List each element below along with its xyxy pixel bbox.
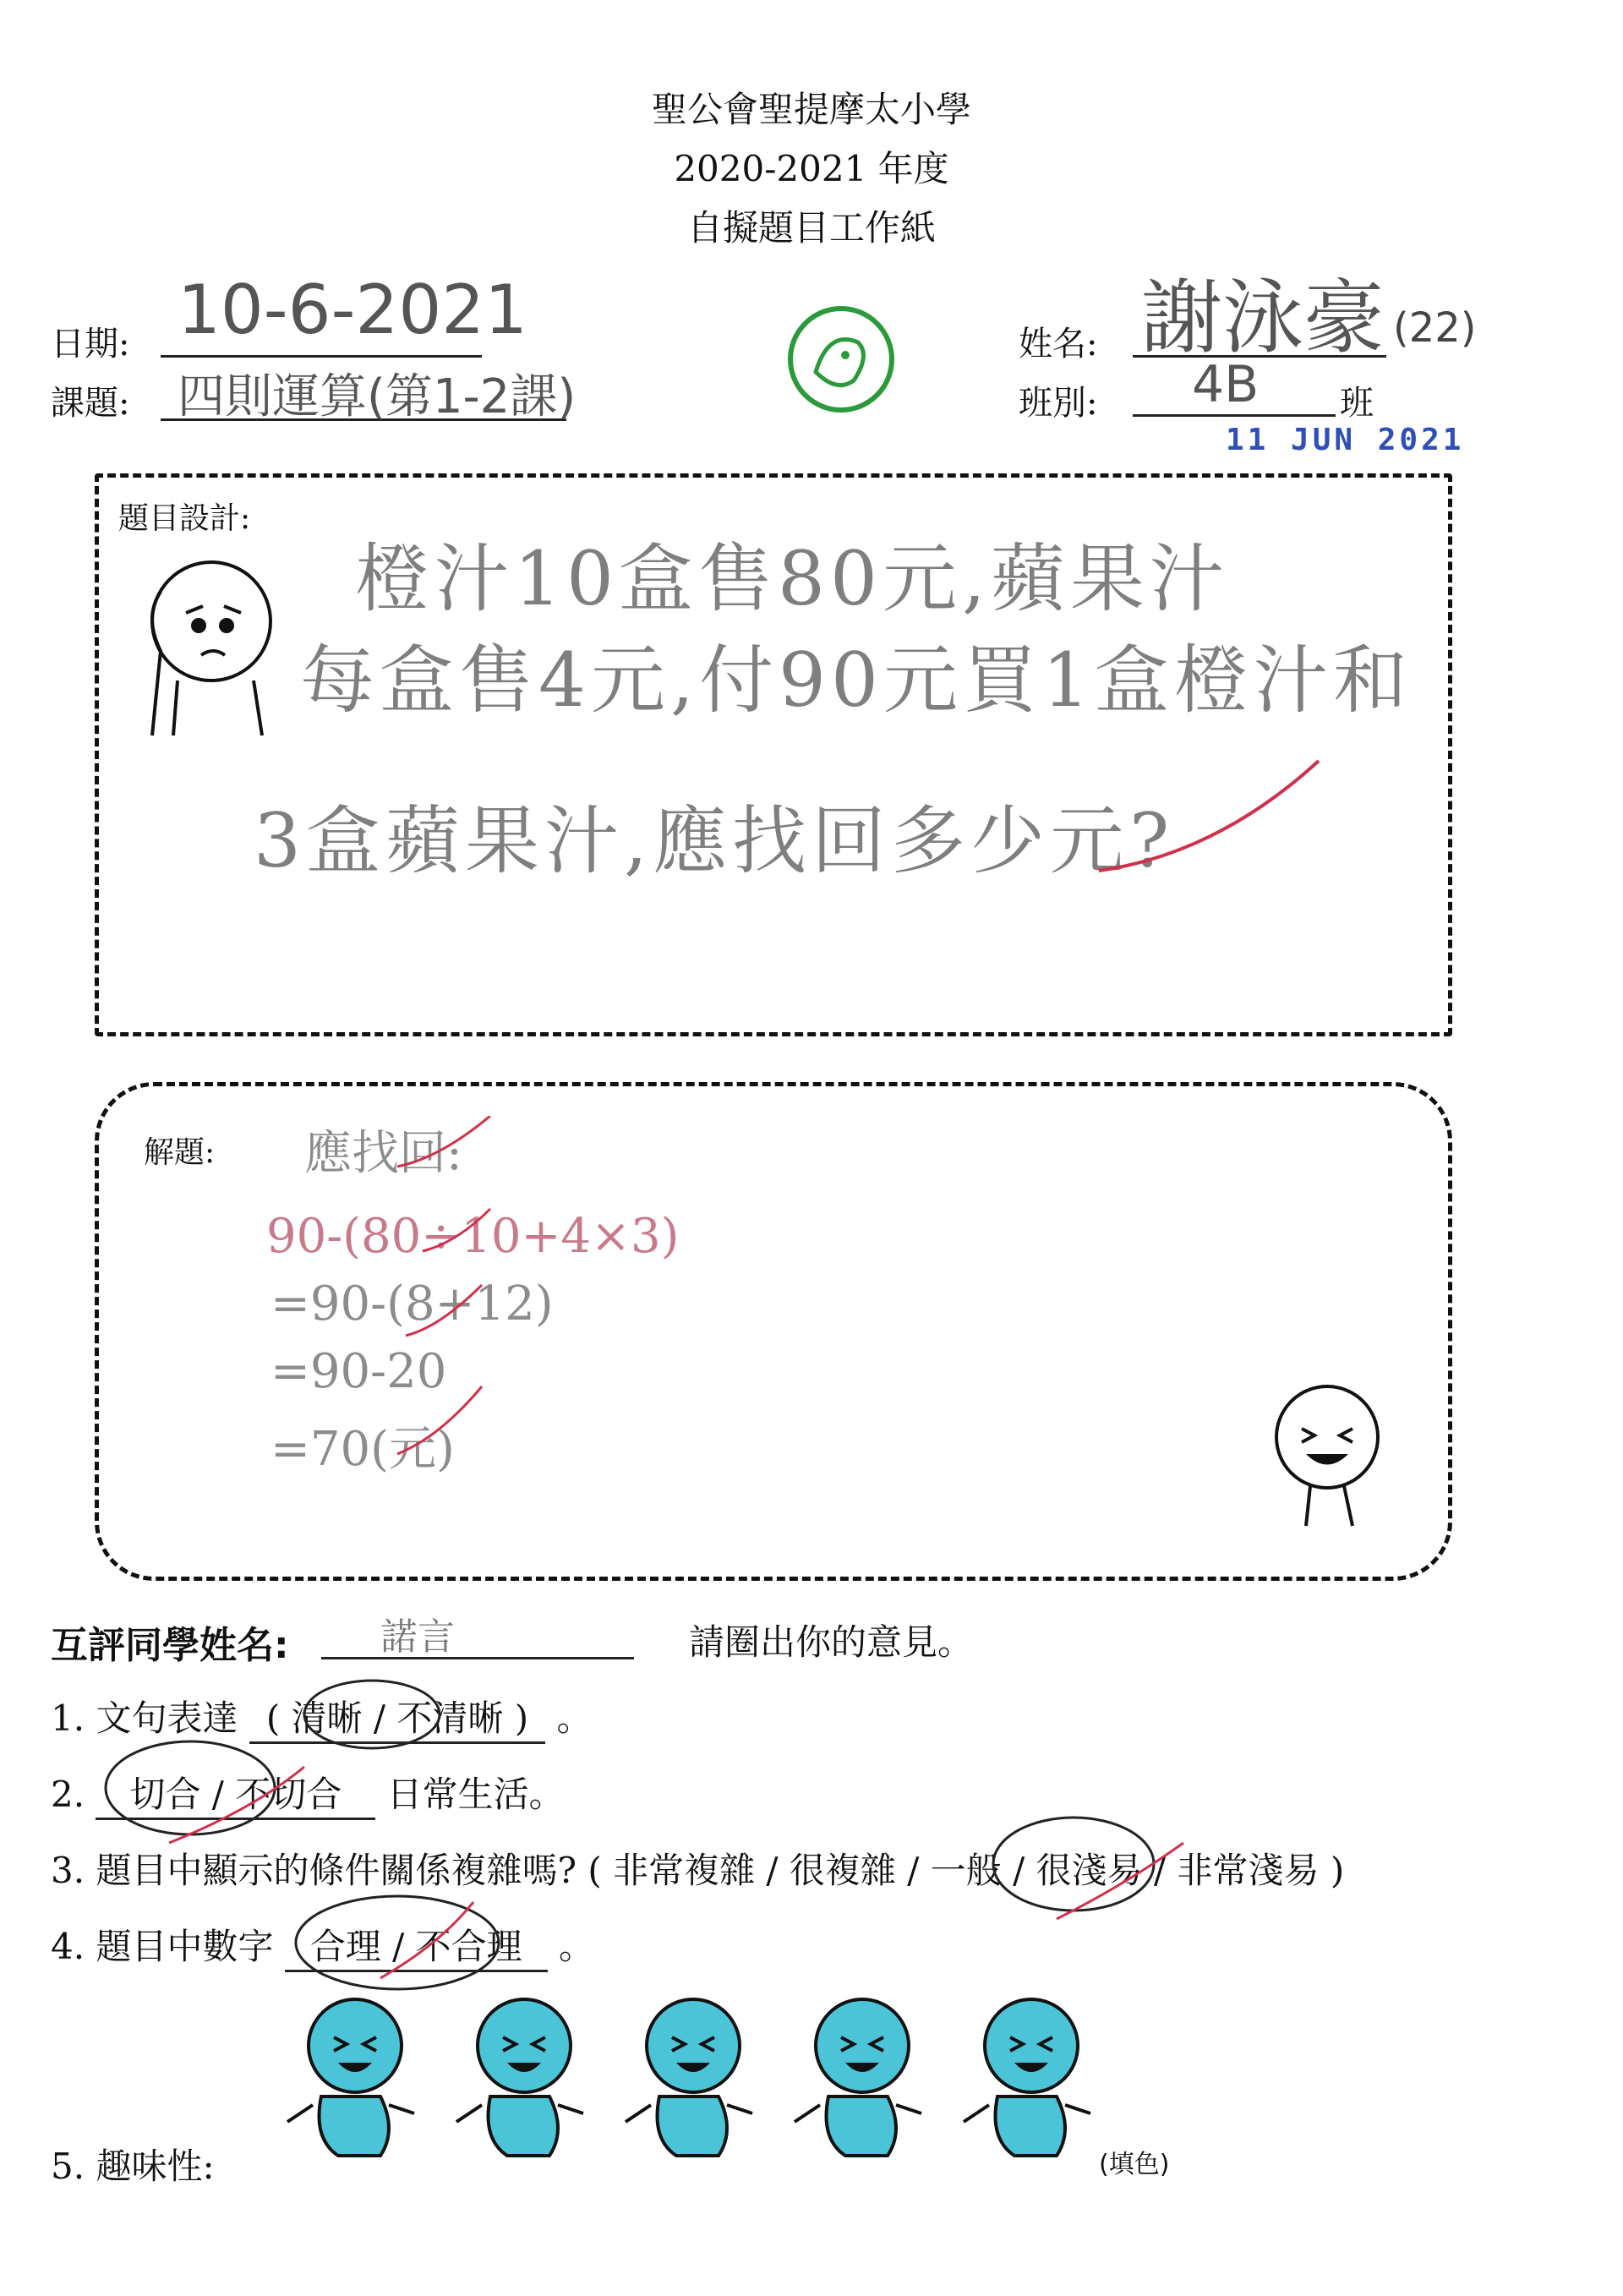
item-number: 2. (51, 1774, 85, 1815)
rating-face-icon[interactable] (448, 1987, 592, 2181)
item-options[interactable]: ( 清晰 / 不清晰 ) (249, 1691, 545, 1744)
rating-face-icon[interactable] (786, 1987, 930, 2181)
solution-line-2: 90-(80÷10+4×3) (266, 1209, 680, 1264)
item-number: 3. (51, 1850, 85, 1891)
answer-circles (0, 1674, 1623, 2012)
solution-label: 解題: (144, 1135, 216, 1170)
item-options[interactable]: ( 非常複雜 / 很複雜 / 一般 / 很淺易 / 非常淺易 ) (587, 1850, 1345, 1891)
reviewer-name: 諾言 (380, 1615, 455, 1659)
item-number: 1. (51, 1697, 85, 1739)
solution-line-5: =70(元) (270, 1422, 455, 1477)
solution-line-3: =90-(8+12) (270, 1276, 554, 1331)
thinking-face-icon (127, 541, 279, 744)
green-stamp-icon (778, 296, 904, 423)
item-options[interactable]: 合理 / 不合理 (285, 1919, 548, 1972)
class-suffix: 班 (1340, 384, 1374, 423)
interest-rating[interactable] (279, 1987, 1124, 2181)
question-line-2: 每盒售4元,付90元買1盒橙汁和 (300, 637, 1413, 724)
rating-face-icon[interactable] (955, 1987, 1099, 2181)
red-check-mark (1082, 752, 1336, 888)
solution-box (95, 1082, 1452, 1581)
item-number: 5. (51, 2146, 85, 2187)
item-suffix: 。 (559, 1926, 595, 1967)
class-label: 班別: (1019, 384, 1098, 423)
review-instruction: 請圈出你的意見。 (689, 1621, 974, 1663)
school-year: 2020-2021 年度 (674, 148, 949, 189)
worksheet-title: 自擬題目工作紙 (686, 207, 936, 249)
item-prefix: 題目中數字 (96, 1926, 274, 1967)
rating-face-icon[interactable] (617, 1987, 761, 2181)
laughing-face-icon (1260, 1369, 1429, 1539)
item-prefix: 題目中顯示的條件關係複雜嗎? (96, 1850, 577, 1891)
question-line-3: 3盒蘋果汁,應找回多少元? (254, 797, 1175, 884)
item-number: 4. (51, 1926, 85, 1967)
student-name: 謝泳豪 (1141, 271, 1385, 365)
item-prefix: 趣味性: (96, 2146, 215, 2187)
question-line-1: 橙汁10盒售80元,蘋果汁 (355, 535, 1229, 622)
date-stamp: 11 JUN 2021 (1226, 423, 1465, 457)
item-prefix: 文句表達 (96, 1697, 238, 1739)
reviewer-label: 互評同學姓名: (51, 1624, 289, 1667)
solution-line-1: 應找回: (304, 1126, 462, 1181)
item-suffix: 。 (556, 1697, 593, 1739)
topic-label: 課題: (51, 384, 130, 423)
school-name: 聖公會聖提摩太小學 (651, 89, 971, 130)
item-options[interactable]: 切合 / 不切合 (96, 1767, 375, 1820)
date-value: 10-6-2021 (178, 271, 528, 349)
rating-face-icon[interactable] (279, 1987, 423, 2181)
review-item-5 (51, 2139, 215, 2189)
red-tick-marks (389, 1116, 609, 1471)
solution-line-4: =90-20 (270, 1344, 447, 1399)
date-label: 日期: (51, 325, 130, 364)
question-label: 題目設計: (118, 501, 251, 536)
student-number: (22) (1393, 304, 1477, 352)
class-value: 4B (1192, 355, 1260, 414)
name-label: 姓名: (1019, 325, 1098, 364)
fill-note: (填色) (1099, 2150, 1170, 2179)
item-suffix: 日常生活。 (386, 1774, 565, 1815)
topic-value: 四則運算(第1-2課) (178, 369, 577, 424)
